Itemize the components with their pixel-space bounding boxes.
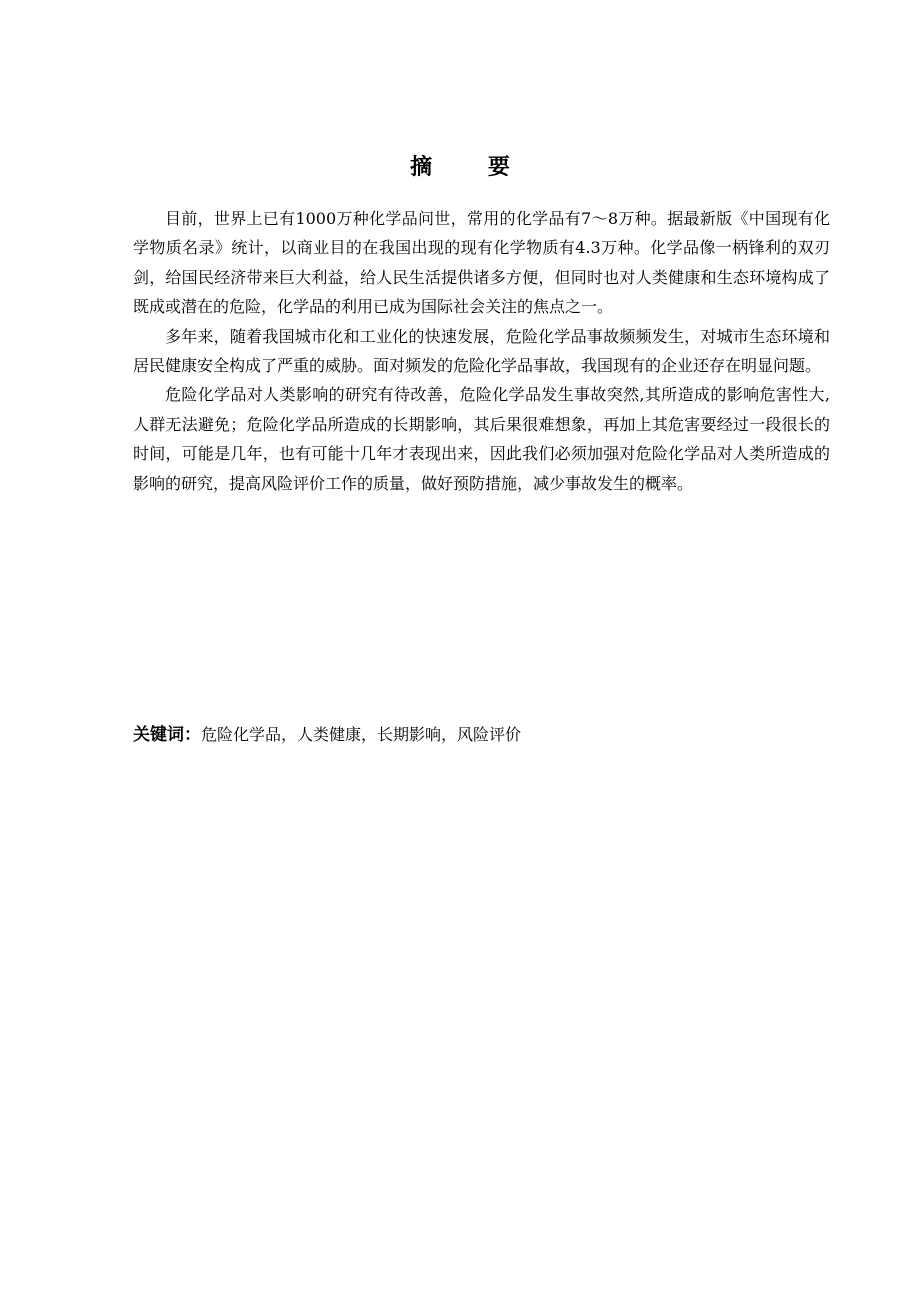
abstract-body (133, 204, 830, 498)
abstract-paragraph-3: 危险化学品对人类影响的研究有待改善，危险化学品发生事故突然,其所造成的影响危害性大,人群无法避免；危险化学品所造成的长期影响，其后果很难想象，再加上其危害要经过一段很长的时间，可能是几年，也有可能十几年才表现出来，因此我们必须加强对危险化学品对人类所造成的影响的研究，提高风险评价工作的质量，做好预防措施，减少事故发生的概率。 (133, 385, 830, 493)
keywords-text: 危险化学品，人类健康，长期影响，风险评价 (201, 725, 522, 744)
abstract-title: 摘 要 (410, 155, 534, 180)
keywords-label: 关键词： (133, 725, 201, 745)
abstract-paragraph-1: 目前，世界上已有1000万种化学品问世，常用的化学品有7～8万种。据最新版《中国现有化学物质名录》统计，以商业目的在我国出现的现有化学物质有4.3万种。化学品像一柄锋利的双刃剑，给国民经济带来巨大利益，给人民生活提供诸多方便，但同时也对人类健康和生态环境构成了既成或潜在的危险，化学品的利用已成为国际社会关注的焦点之一。 (133, 209, 830, 317)
abstract-paragraph-2: 多年来，随着我国城市化和工业化的快速发展，危险化学品事故频频发生，对城市生态环境和居民健康安全构成了严重的威胁。面对频发的危险化学品事故，我国现有的企业还存在明显问题。 (133, 326, 830, 376)
keywords-line (133, 720, 830, 750)
